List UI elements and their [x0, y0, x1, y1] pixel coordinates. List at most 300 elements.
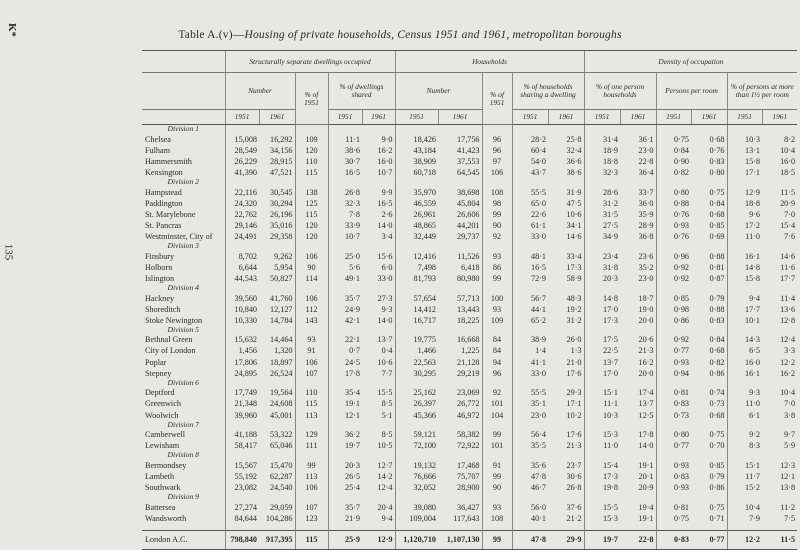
- table-cell: 17,806: [225, 357, 259, 368]
- table-cell: 14,412: [395, 304, 438, 315]
- table-cell: 46,972: [457, 410, 480, 420]
- table-cell: 115: [295, 209, 328, 220]
- table-cell: 61·1: [512, 220, 548, 231]
- table-cell: 10·3: [584, 410, 620, 421]
- table-cell: 33·7: [638, 187, 654, 197]
- table-cell: 14·6: [780, 251, 796, 261]
- table-cell: 108: [482, 513, 512, 524]
- table-cell: 8·5: [381, 430, 393, 440]
- table-cell: 18·8: [584, 156, 620, 167]
- table-cell: 120: [295, 145, 328, 156]
- total-label: London A.C.: [142, 531, 225, 550]
- table-cell: 0·82: [656, 167, 691, 178]
- table-cell: 0·83: [656, 398, 691, 409]
- table-cell: 106: [295, 251, 328, 262]
- year-header: 1961: [691, 110, 727, 125]
- table-body: [142, 125, 797, 550]
- table-cell: 40·1: [512, 513, 548, 524]
- table-cell: 25·0: [328, 251, 362, 262]
- table-cell: 18·7: [638, 293, 654, 303]
- table-cell: 90: [482, 482, 512, 493]
- table-row: [142, 398, 797, 409]
- table-cell: 12·1: [780, 472, 796, 482]
- table-cell: 8,702: [225, 251, 259, 262]
- header-density: Density of occupation: [584, 51, 797, 73]
- table-cell: 12·2: [727, 531, 762, 550]
- table-cell: 16·2: [638, 357, 654, 367]
- table-cell: 13·7: [638, 399, 654, 409]
- table-cell: 16·1: [727, 368, 762, 379]
- borough-name: Chelsea: [145, 134, 171, 144]
- division-heading-row: [142, 326, 797, 335]
- table-cell: 39,080: [395, 502, 438, 513]
- table-cell: 11·5: [762, 531, 797, 550]
- table-cell: 29,059: [269, 502, 293, 512]
- table-cell: 43·7: [512, 167, 548, 178]
- division-label: Division 6: [167, 378, 199, 387]
- table-row: [142, 304, 797, 315]
- table-cell: 0·85: [709, 220, 725, 230]
- table-cell: 24,320: [225, 198, 259, 209]
- table-cell: 44,543: [225, 273, 259, 284]
- table-cell: 11,526: [457, 251, 480, 261]
- table-row: [142, 460, 797, 471]
- table-cell: 15,567: [225, 460, 259, 471]
- table-cell: 7·5: [784, 513, 796, 523]
- table-cell: 96: [482, 134, 512, 145]
- table-cell: 58,417: [225, 440, 259, 451]
- division-heading-row: [142, 125, 797, 134]
- table-cell: 47·5: [566, 198, 582, 208]
- table-cell: 1,320: [274, 346, 293, 356]
- borough-name: Lambeth: [145, 472, 175, 482]
- table-cell: 24·9: [328, 304, 362, 315]
- table-cell: 9·0: [381, 134, 393, 144]
- table-cell: 96: [482, 368, 512, 379]
- table-cell: 0·92: [656, 262, 691, 273]
- table-title-prefix: Table A.(v)—: [178, 29, 245, 41]
- table-cell: 14·2: [377, 472, 393, 482]
- table-cell: 34·1: [566, 220, 582, 230]
- table-cell: 90: [295, 262, 328, 273]
- table-cell: 109: [295, 134, 328, 145]
- table-cell: 115: [295, 398, 328, 409]
- table-cell: 46,559: [395, 198, 438, 209]
- table-cell: 17·1: [727, 167, 762, 178]
- table-cell: 15·2: [727, 482, 762, 493]
- table-cell: 25·4: [328, 482, 362, 493]
- table-cell: 35·4: [328, 387, 362, 398]
- table-cell: 23,082: [225, 482, 259, 493]
- header-dwellings: Structurally separate dwellings occupied: [225, 51, 395, 73]
- table-cell: 17·8: [638, 430, 654, 440]
- table-cell: 17·4: [638, 388, 654, 398]
- table-cell: 18,225: [457, 315, 480, 325]
- table-cell: 7·9: [727, 513, 762, 524]
- table-cell: 60·4: [512, 145, 548, 156]
- table-cell: 29,358: [269, 231, 293, 241]
- table-cell: 1·4: [512, 345, 548, 356]
- table-cell: 120: [295, 231, 328, 242]
- table-cell: 11·0: [727, 231, 762, 242]
- borough-name: Woolwich: [145, 410, 179, 420]
- table-cell: 17·7: [780, 273, 796, 283]
- table-cell: 0·76: [656, 209, 691, 220]
- table-cell: 104,286: [265, 513, 293, 523]
- table-cell: 27,274: [225, 502, 259, 513]
- table-cell: 110: [295, 156, 328, 167]
- table-cell: 30·7: [328, 156, 362, 167]
- table-cell: 81,793: [395, 273, 438, 284]
- table-row: [142, 368, 797, 379]
- table-cell: 109,004: [395, 513, 438, 524]
- table-cell: 0·68: [709, 346, 725, 356]
- table-cell: 11·6: [780, 262, 796, 272]
- table-cell: 32,449: [395, 231, 438, 242]
- table-cell: 36,427: [457, 502, 480, 512]
- table-cell: 14·0: [377, 220, 393, 230]
- table-cell: 15·3: [584, 429, 620, 440]
- table-cell: 28·2: [512, 134, 548, 145]
- borough-name: Shoreditch: [145, 304, 181, 314]
- table-cell: 0·86: [709, 368, 725, 378]
- table-cell: 21·3: [566, 441, 582, 451]
- table-cell: 16·5: [328, 167, 362, 178]
- table-cell: 36·6: [566, 156, 582, 166]
- table-cell: 0·73: [709, 399, 725, 409]
- table-cell: 17·3: [584, 471, 620, 482]
- table-cell: 30·6: [566, 472, 582, 482]
- table-cell: 0·4: [381, 346, 393, 356]
- table-cell: 17·6: [566, 430, 582, 440]
- table-cell: 26·0: [566, 335, 582, 345]
- table-cell: 37·6: [566, 502, 582, 512]
- table-cell: 0·77: [656, 440, 691, 451]
- table-cell: 17·7: [727, 304, 762, 315]
- year-header: 1951: [656, 110, 691, 125]
- table-cell: 13·1: [727, 145, 762, 156]
- table-cell: 18,426: [395, 134, 438, 145]
- table-cell: 80,980: [457, 273, 480, 283]
- table-cell: 17·3: [584, 315, 620, 326]
- table-cell: 19·1: [638, 461, 654, 470]
- table-row: [142, 220, 797, 231]
- table-cell: 18·5: [780, 167, 796, 177]
- table-cell: 0·68: [709, 134, 725, 144]
- borough-name: Wandsworth: [145, 513, 187, 523]
- table-cell: 12·3: [780, 461, 796, 470]
- table-row: [142, 429, 797, 440]
- table-cell: 35·9: [638, 209, 654, 219]
- table-cell: 0·77: [656, 345, 691, 356]
- borough-name: City of London: [145, 346, 196, 356]
- table-cell: 16,668: [457, 335, 480, 345]
- table-cell: 11·2: [780, 502, 796, 512]
- table-cell: 20·0: [638, 315, 654, 325]
- borough-name: Hampstead: [145, 187, 182, 197]
- table-cell: 17·2: [727, 220, 762, 231]
- table-cell: 35·7: [328, 293, 362, 304]
- division-heading-row: [142, 284, 797, 293]
- table-cell: 41,188: [225, 429, 259, 440]
- table-cell: 115: [295, 531, 328, 550]
- table-cell: 26,772: [457, 399, 480, 409]
- table-cell: 97: [482, 156, 512, 167]
- table-cell: 26,524: [269, 368, 293, 378]
- table-cell: 11·0: [727, 398, 762, 409]
- borough-name: Westminster, City of: [145, 231, 213, 241]
- table-cell: 19,775: [395, 334, 438, 345]
- table-cell: 31·5: [584, 209, 620, 220]
- table-cell: 64,545: [457, 167, 480, 177]
- table-cell: 1·3: [570, 346, 582, 356]
- table-cell: 94: [482, 357, 512, 368]
- table-cell: 0·88: [709, 251, 725, 261]
- table-cell: 6,418: [461, 262, 480, 272]
- table-row: [142, 440, 797, 451]
- header-pct-shared: % of dwellings shared: [328, 73, 395, 110]
- table-cell: 9,262: [274, 251, 293, 261]
- table-cell: 90: [482, 220, 512, 231]
- table-cell: 0·77: [691, 531, 727, 550]
- table-row: [142, 273, 797, 284]
- table-cell: 10·7: [328, 231, 362, 242]
- table-row: [142, 334, 797, 345]
- table-cell: 36·0: [638, 198, 654, 208]
- table-cell: 111: [295, 440, 328, 451]
- borough-name: Bethnal Green: [145, 335, 193, 345]
- table-cell: 13·8: [780, 483, 796, 493]
- table-cell: 106: [482, 167, 512, 178]
- table-cell: 8·3: [727, 440, 762, 451]
- table-cell: 75,707: [457, 472, 480, 482]
- year-header: 1961: [548, 110, 584, 125]
- table-cell: 91: [295, 345, 328, 356]
- table-cell: 0·68: [709, 209, 725, 219]
- division-label: Division 5: [167, 325, 199, 334]
- table-cell: 1,120,710: [395, 531, 438, 550]
- table-cell: 16·2: [780, 368, 796, 378]
- table-cell: 17,468: [457, 461, 480, 470]
- table-cell: 0·75: [709, 430, 725, 440]
- division-label: Division 3: [167, 242, 199, 251]
- table-cell: 15·1: [727, 460, 762, 471]
- table-cell: 19·2: [566, 304, 582, 314]
- table-row: [142, 262, 797, 273]
- table-cell: 38·9: [512, 334, 548, 345]
- table-cell: 57,713: [457, 293, 480, 303]
- table-cell: 7·7: [381, 368, 393, 378]
- table-cell: 9·9: [381, 187, 393, 197]
- table-cell: 42·1: [328, 315, 362, 326]
- table-cell: 5·9: [784, 441, 796, 451]
- table-cell: 0·92: [656, 273, 691, 284]
- table-cell: 0·70: [709, 441, 725, 451]
- table-cell: 7·8: [328, 209, 362, 220]
- table-cell: 16·5: [377, 198, 393, 208]
- table-cell: 6·0: [381, 262, 393, 272]
- table-cell: 39,960: [225, 410, 259, 421]
- table-cell: 14,784: [269, 315, 293, 325]
- table-cell: 114: [295, 273, 328, 284]
- table-cell: 0·81: [656, 387, 691, 398]
- table-cell: 24·5: [328, 357, 362, 368]
- table-cell: 10·5: [377, 441, 393, 451]
- table-cell: 45,366: [395, 410, 438, 421]
- table-cell: 45,001: [269, 410, 293, 420]
- table-row: [142, 251, 797, 262]
- table-cell: 31·9: [566, 187, 582, 197]
- table-cell: 0·82: [709, 357, 725, 367]
- table-cell: 56·4: [512, 429, 548, 440]
- table-cell: 33·4: [566, 251, 582, 261]
- page-number: 135: [2, 243, 15, 261]
- table-cell: 35,970: [395, 187, 438, 198]
- table-cell: 113: [295, 471, 328, 482]
- table-cell: 0·76: [709, 145, 725, 155]
- table-cell: 10,330: [225, 315, 259, 326]
- table-cell: 10·3: [727, 134, 762, 145]
- table-cell: 0·92: [656, 334, 691, 345]
- table-cell: 72·9: [512, 273, 548, 284]
- table-cell: 10·4: [780, 388, 796, 398]
- year-header: 1961: [362, 110, 395, 125]
- margin-mark: K*: [6, 22, 19, 38]
- table-cell: 24,895: [225, 368, 259, 379]
- table-cell: 0·93: [656, 357, 691, 368]
- table-cell: 0·79: [709, 472, 725, 482]
- table-cell: 15·6: [377, 251, 393, 261]
- table-cell: 22·5: [584, 345, 620, 356]
- table-cell: 36·8: [638, 231, 654, 241]
- table-cell: 41,423: [457, 145, 480, 155]
- table-cell: 12,416: [395, 251, 438, 262]
- table-cell: 84: [482, 334, 512, 345]
- table-cell: 10,840: [225, 304, 259, 315]
- table-cell: 19,132: [395, 460, 438, 471]
- table-cell: 20·3: [584, 273, 620, 284]
- table-cell: 58,382: [457, 430, 480, 440]
- table-cell: 99: [295, 460, 328, 471]
- table-cell: 35·2: [638, 262, 654, 272]
- table-cell: 24,491: [225, 231, 259, 242]
- table-cell: 26,229: [225, 156, 259, 167]
- borough-name: Lewisham: [145, 441, 180, 451]
- table-cell: 1,225: [461, 346, 480, 356]
- table-cell: 5,954: [274, 262, 293, 272]
- table-row: [142, 387, 797, 398]
- header-households-pct-1951: % of 1951: [482, 73, 512, 125]
- table-cell: 45,804: [457, 198, 480, 208]
- table-cell: 35·5: [512, 440, 548, 451]
- table-cell: 99: [482, 429, 512, 440]
- table-cell: 6·5: [727, 345, 762, 356]
- table-cell: 48·3: [566, 293, 582, 303]
- division-heading-row: [142, 421, 797, 430]
- table-cell: 20·1: [638, 472, 654, 482]
- table-cell: 47·8: [512, 531, 548, 550]
- table-cell: 12·1: [328, 410, 362, 421]
- table-cell: 84,644: [225, 513, 259, 524]
- borough-name: Greenwich: [145, 399, 181, 409]
- table-cell: 0·84: [709, 198, 725, 208]
- table-cell: 17·1: [566, 399, 582, 409]
- borough-name: Bermondsey: [145, 461, 187, 470]
- table-cell: 12·8: [780, 315, 796, 325]
- table-cell: 23·0: [638, 273, 654, 283]
- table-cell: 0·75: [656, 134, 691, 145]
- table-cell: 0·93: [656, 460, 691, 471]
- table-cell: 106: [295, 357, 328, 368]
- table-cell: 29,737: [457, 231, 480, 241]
- table-cell: 20·9: [780, 198, 796, 208]
- table-cell: 55·5: [512, 387, 548, 398]
- table-title-text: Housing of private households, Census 1951 and 1961, metropolitan boroughs: [244, 29, 622, 41]
- table-cell: 14,464: [269, 335, 293, 345]
- table-cell: 19,564: [269, 388, 293, 398]
- table-cell: 32·3: [584, 167, 620, 178]
- division-label: Division 9: [167, 493, 199, 502]
- table-cell: 65,046: [269, 441, 293, 451]
- table-cell: 10·1: [727, 315, 762, 326]
- table-cell: 0·79: [709, 293, 725, 303]
- table-cell: 19·1: [638, 513, 654, 523]
- table-cell: 26·5: [328, 471, 362, 482]
- borough-name: Kensington: [145, 167, 183, 177]
- table-cell: 0·96: [656, 251, 691, 262]
- table-cell: 5·1: [381, 410, 393, 420]
- table-cell: 96: [482, 145, 512, 156]
- table-row: [142, 145, 797, 156]
- table-cell: 0·87: [709, 273, 725, 283]
- table-cell: 35·6: [512, 460, 548, 471]
- borough-name: Islington: [145, 273, 175, 283]
- table-cell: 41,760: [269, 293, 293, 303]
- table-row: [142, 513, 797, 524]
- table-cell: 7·6: [784, 231, 796, 241]
- table-cell: 23·6: [638, 251, 654, 261]
- table-cell: 1,456: [225, 345, 259, 356]
- table-cell: 6·1: [727, 410, 762, 421]
- year-header: 1951: [395, 110, 438, 125]
- table-cell: 138: [295, 187, 328, 198]
- table-cell: 92: [482, 387, 512, 398]
- table-cell: 120: [295, 220, 328, 231]
- table-cell: 35·7: [328, 502, 362, 513]
- table-header: [142, 51, 797, 125]
- table-cell: 3·8: [784, 410, 796, 420]
- header-households-number: Number: [395, 73, 482, 110]
- table-cell: 44·1: [512, 304, 548, 315]
- table-cell: 0·80: [709, 167, 725, 177]
- header-pct-one-person: % of one person households: [584, 73, 656, 110]
- table-cell: 93: [482, 502, 512, 513]
- table-cell: 0·93: [656, 482, 691, 493]
- table-cell: 26·8: [328, 187, 362, 198]
- table-cell: 58·9: [566, 273, 582, 283]
- table-cell: 18·8: [727, 198, 762, 209]
- table-cell: 55,192: [225, 471, 259, 482]
- table-cell: 9·4: [727, 293, 762, 304]
- table-cell: 22·8: [620, 531, 656, 550]
- table-cell: 23·0: [638, 145, 654, 155]
- borough-name: Hackney: [145, 293, 175, 303]
- table-cell: 0·98: [656, 304, 691, 315]
- table-cell: 29·3: [566, 388, 582, 398]
- borough-name: Holborn: [145, 262, 173, 272]
- division-label: Division 7: [167, 420, 199, 429]
- table-cell: 12·9: [727, 187, 762, 198]
